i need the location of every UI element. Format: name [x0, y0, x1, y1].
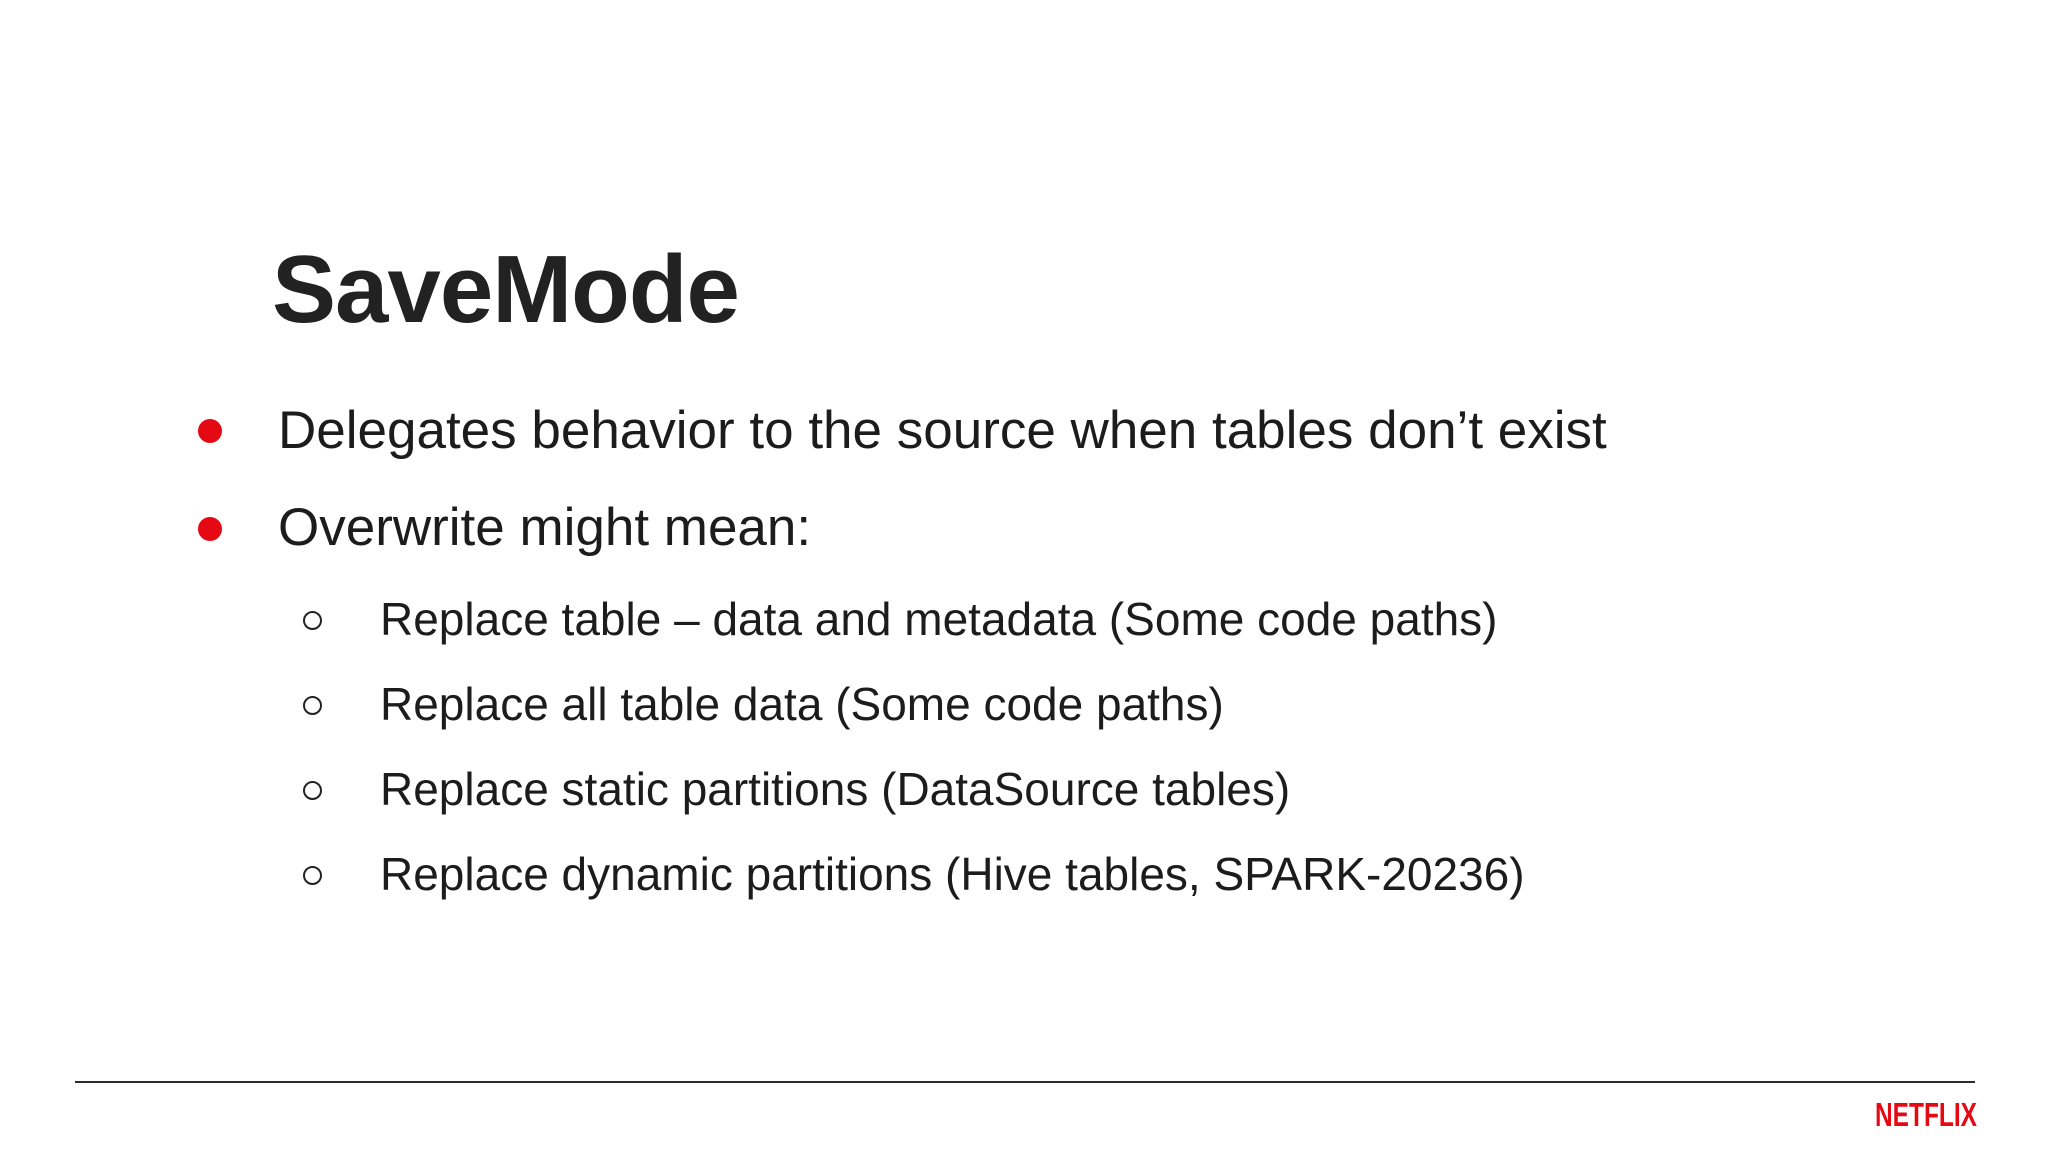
sub-bullet-text: Replace dynamic partitions (Hive tables, SPARK-20236) [380, 848, 1525, 900]
sub-bullet-text: Replace static partitions (DataSource tables) [380, 763, 1291, 815]
sub-bullet-circle-icon [303, 866, 322, 885]
sub-bullet-circle-icon [303, 696, 322, 715]
bullet-text: Delegates behavior to the source when tables don’t exist [278, 401, 1607, 460]
sub-bullet-text: Replace table – data and metadata (Some code paths) [380, 593, 1498, 645]
bullet-dot-icon [198, 517, 222, 541]
bullet-dot-icon [198, 419, 222, 443]
bullet-text: Overwrite might mean: [278, 498, 812, 557]
netflix-logo [1874, 1096, 1978, 1132]
footer-divider [75, 1081, 1975, 1083]
netflix-logo-text: NETFLIX [1875, 1096, 1977, 1133]
sub-bullet-circle-icon [303, 611, 322, 630]
sub-bullet-text: Replace all table data (Some code paths) [380, 678, 1224, 730]
slide-title: SaveMode [272, 236, 739, 343]
sub-bullet-circle-icon [303, 781, 322, 800]
